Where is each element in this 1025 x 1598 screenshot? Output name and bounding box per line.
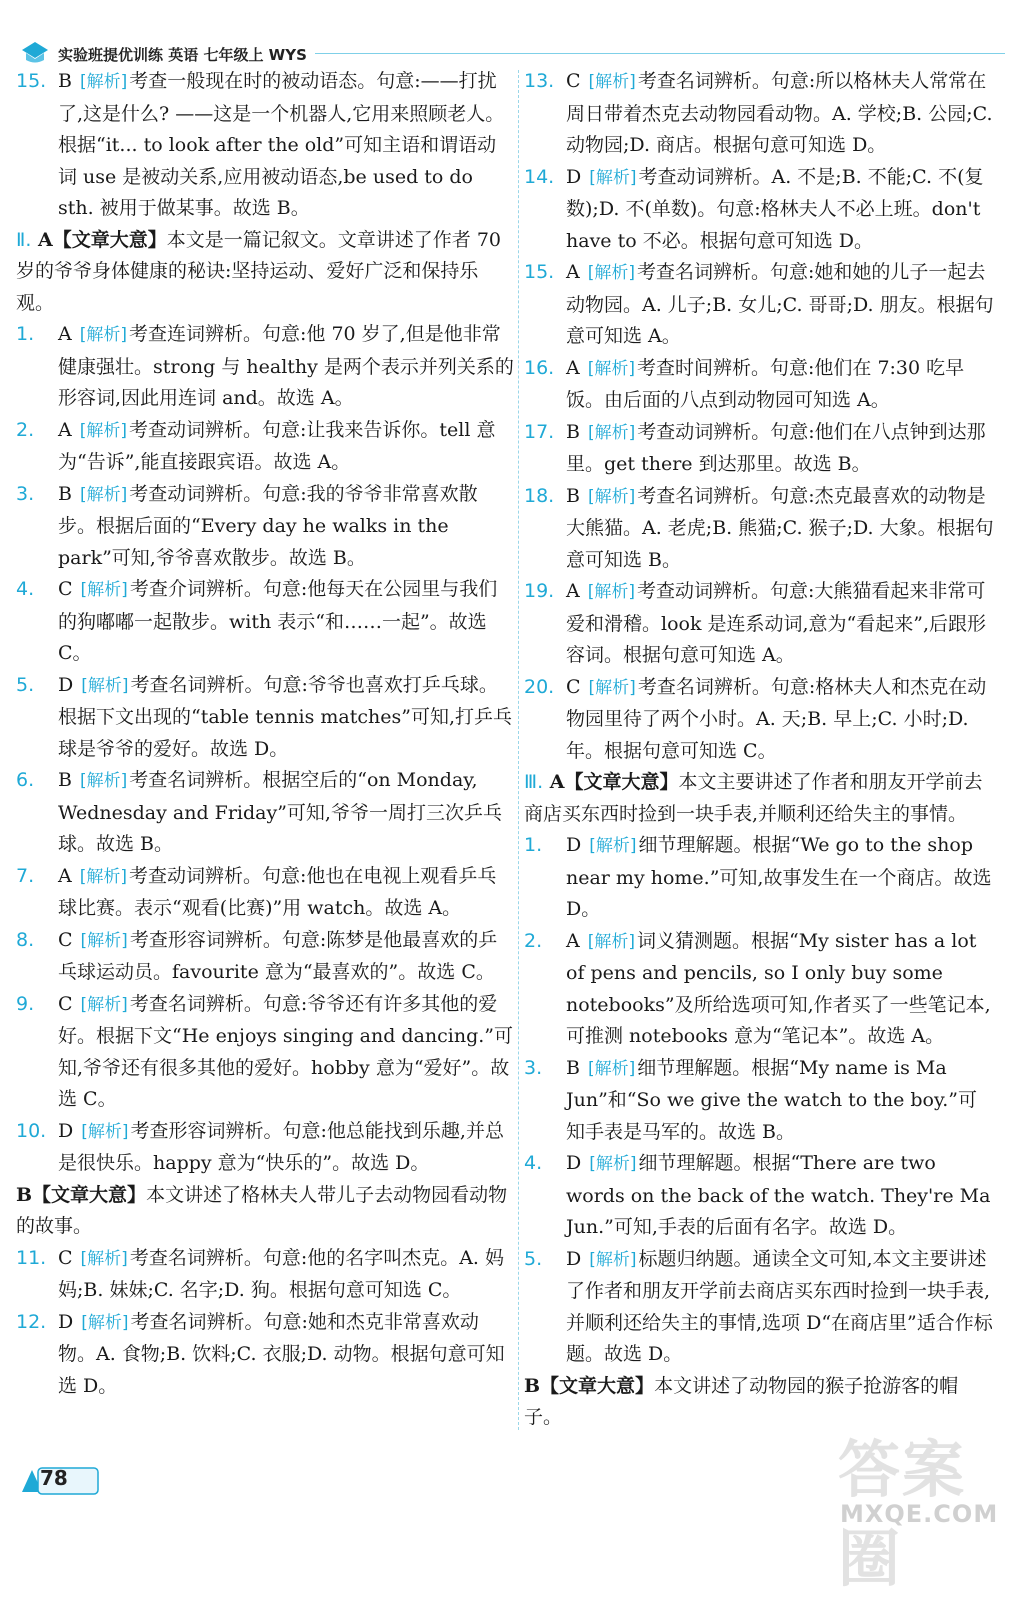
question-number: 10. (16, 1119, 47, 1142)
answer-item (16, 574, 514, 670)
explanation-text: 细节理解题。根据“We go to the shop near my home.”可知,故事发生在一个商店。故选 D。 (566, 834, 992, 920)
explanation-text: 考查名词辨析。句意:爷爷还有许多其他的爱好。根据下文“He enjoys singing and dancing.”可知,爷爷还有很多其他的爱好。hobby 意为“爱好”。故选 C。 (58, 992, 514, 1110)
question-number: 9. (16, 992, 35, 1015)
answer-letter: A (566, 261, 580, 283)
book-logo-icon (20, 38, 50, 64)
answer-letter: B (566, 1056, 580, 1079)
section-label: B【文章大意】 (16, 1183, 147, 1206)
answer-letter: A (58, 323, 72, 345)
answer-item (16, 861, 514, 925)
answer-item (524, 353, 994, 417)
analysis-tag: [解析] (80, 994, 128, 1015)
explanation-text: 细节理解题。根据“My name is Ma Jun”和“So we give the watch to the boy.”可知手表是马军的。故选 B。 (566, 1056, 977, 1143)
answer-item (16, 1116, 514, 1180)
question-number: 14. (524, 165, 555, 188)
answer-letter: C (58, 928, 73, 951)
analysis-tag: [解析] (589, 167, 637, 188)
answer-item (524, 672, 994, 768)
analysis-tag: [解析] (80, 580, 128, 600)
analysis-tag: [解析] (588, 72, 636, 92)
explanation-text: 考查名词辨析。句意:她和杰克非常喜欢动物。A. 食物;B. 饮料;C. 衣服;D. 动物。根据句意可知选 D。 (58, 1310, 505, 1397)
analysis-tag: [解析] (587, 263, 635, 283)
question-number: 5. (524, 1247, 543, 1270)
explanation-text: 细节理解题。根据“There are two words on the back of the watch. They're Ma Jun.”可知,手表的后面有名字。故选 D。 (566, 1152, 991, 1238)
answer-item (16, 319, 514, 415)
answer-letter: D (58, 673, 74, 696)
section-summary (16, 225, 514, 320)
analysis-tag: [解析] (81, 1121, 129, 1142)
question-number: 3. (524, 1056, 543, 1079)
explanation-text: 考查连词辨析。句意:他 70 岁了,但是他非常健康强壮。strong 与 healthy 是两个表示并列关系的形容词,因此用连词 and。故选 A。 (58, 323, 514, 409)
analysis-tag: [解析] (589, 836, 637, 856)
answer-item (524, 1148, 994, 1244)
explanation-text: 考查一般现在时的被动语态。句意:——打扰了,这是什么? ——这是一个机器人,它用来照顾老人。根据“it... to look after the old”可知主语和谓语动词 use 是被动关系,应用被动语态,be used to do sth. 被用于做某事。故选 B。 (58, 70, 505, 219)
explanation-text: 考查介词辨析。句意:他每天在公园里与我们的狗嘟嘟一起散步。with 表示“和……一起”。故选 C。 (58, 578, 498, 664)
explanation-text: 考查名词辨析。句意:他的名字叫杰克。A. 妈妈;B. 妹妹;C. 名字;D. 狗。根据句意可知选 C。 (58, 1246, 505, 1301)
question-number: 4. (16, 578, 35, 600)
analysis-tag: [解析] (81, 675, 129, 696)
analysis-tag: [解析] (589, 1249, 637, 1270)
explanation-text: 考查名词辨析。句意:爷爷也喜欢打乒乓球。根据下文出现的“table tennis matches”可知,打乒乓球是爷爷的爱好。故选 D。 (58, 673, 513, 760)
answer-letter: D (566, 165, 582, 188)
section-label: B【文章大意】 (524, 1374, 655, 1397)
explanation-text: 考查名词辨析。根据空后的“on Monday, Wednesday and Friday”可知,爷爷一周打三次乒乓球。故选 B。 (58, 769, 502, 855)
answer-letter: B (58, 769, 72, 791)
answer-item (524, 66, 994, 162)
answer-item (524, 1244, 994, 1371)
section-label: A【文章大意】 (38, 228, 167, 251)
question-number: 2. (524, 929, 543, 952)
answer-item (524, 830, 994, 926)
answer-letter: A (566, 929, 580, 952)
answer-letter: D (566, 1152, 582, 1174)
answer-letter: B (566, 484, 580, 507)
analysis-tag: [解析] (587, 1058, 636, 1079)
explanation-text: 考查动词辨析。句意:他也在电视上观看乒乓球比赛。表示“观看(比赛)”用 watch。故选 A。 (58, 864, 497, 919)
right-column (524, 66, 994, 1434)
explanation-text: 标题归纳题。通读全文可知,本文主要讲述了作者和朋友开学前去商店买东西时捡到一块手表,并顺利还给失主的事情,选项 D“在商店里”适合作标题。故选 D。 (566, 1247, 993, 1365)
answer-item (16, 670, 514, 766)
explanation-text: 考查动词辨析。A. 不是;B. 不能;C. 不(复数);D. 不(单数)。句意:格林夫人不必上班。don't have to 不必。根据句意可知选 D。 (566, 165, 984, 252)
answer-letter: C (58, 992, 73, 1015)
answer-item (16, 479, 514, 575)
answer-item (524, 1053, 994, 1149)
analysis-tag: [解析] (79, 484, 128, 505)
section-number: Ⅱ. (16, 228, 32, 251)
question-number: 4. (524, 1152, 543, 1174)
answer-item (524, 162, 994, 258)
analysis-tag: [解析] (587, 486, 636, 507)
question-number: 19. (524, 580, 555, 602)
answer-item (524, 926, 994, 1053)
column-divider (518, 70, 519, 1430)
analysis-tag: [解析] (588, 677, 636, 698)
answer-letter: C (58, 1246, 73, 1269)
answer-letter: B (58, 70, 72, 92)
analysis-tag: [解析] (80, 930, 128, 951)
answer-letter: C (566, 70, 581, 92)
page-header (0, 0, 1025, 66)
answer-letter: C (566, 675, 581, 698)
answer-letter: A (58, 418, 72, 441)
question-number: 2. (16, 418, 35, 441)
watermark-text: MXQE.COM (840, 1500, 999, 1528)
answer-item (16, 765, 514, 861)
question-number: 17. (524, 420, 555, 443)
watermark-logo: 答案圈 (838, 1433, 967, 1595)
answer-item (16, 925, 514, 989)
left-column (16, 66, 514, 1402)
analysis-tag: [解析] (80, 1248, 128, 1269)
analysis-tag: [解析] (589, 1154, 637, 1174)
explanation-text: 本文主要讲述了作者和朋友开学前去商店买东西时捡到一块手表,并顺利还给失主的事情。 (524, 771, 983, 825)
question-number: 5. (16, 673, 35, 696)
answer-letter: D (58, 1119, 74, 1142)
explanation-text: 考查动词辨析。句意:大熊猫看起来非常可爱和滑稽。look 是连系动词,意为“看起来”,后跟形容词。根据句意可知选 A。 (566, 580, 987, 666)
header-title: 实验班提优训练 英语 七年级上 WYS (58, 46, 307, 64)
explanation-text: 本文讲述了格林夫人带儿子去动物园看动物的故事。 (16, 1183, 508, 1237)
section-summary (16, 1180, 514, 1243)
explanation-text: 考查时间辨析。句意:他们在 7:30 吃早饭。由后面的八点到动物园可知选 A。 (566, 356, 965, 411)
answer-letter: A (566, 356, 580, 379)
answer-item (524, 576, 994, 672)
analysis-tag: [解析] (81, 1312, 129, 1333)
answer-item (16, 1307, 514, 1403)
question-number: 15. (524, 261, 555, 283)
explanation-text: 考查动词辨析。句意:他们在八点钟到达那里。get there 到达那里。故选 B。 (566, 420, 986, 475)
analysis-tag: [解析] (79, 420, 127, 441)
question-number: 13. (524, 70, 555, 92)
answer-letter: B (566, 420, 580, 443)
question-number: 20. (524, 675, 555, 698)
analysis-tag: [解析] (587, 422, 636, 443)
explanation-text: 考查形容词辨析。句意:他总能找到乐趣,并总是很快乐。happy 意为“快乐的”。故选 D。 (58, 1119, 504, 1174)
section-summary (524, 767, 994, 830)
answer-item (524, 257, 994, 353)
answer-item (16, 989, 514, 1116)
explanation-text: 考查动词辨析。句意:我的爷爷非常喜欢散步。根据后面的“Every day he walks in the park”可知,爷爷喜欢散步。故选 B。 (58, 482, 478, 569)
answer-letter: A (58, 864, 72, 887)
explanation-text: 考查动词辨析。句意:让我来告诉你。tell 意为“告诉”,能直接跟宾语。故选 A。 (58, 418, 496, 473)
question-number: 12. (16, 1310, 47, 1333)
answer-item (524, 481, 994, 577)
section-label: A【文章大意】 (549, 771, 679, 793)
explanation-text: 考查名词辨析。句意:她和她的儿子一起去动物园。A. 儿子;B. 女儿;C. 哥哥;D. 朋友。根据句意可知选 A。 (566, 261, 994, 347)
question-number: 1. (16, 323, 35, 345)
answer-letter: B (58, 482, 72, 505)
analysis-tag: [解析] (587, 358, 635, 379)
explanation-text: 本文讲述了动物园的猴子抢游客的帽子。 (524, 1374, 959, 1428)
question-number: 16. (524, 356, 555, 379)
page-number: 78 (40, 1466, 68, 1490)
header-rule (315, 53, 1005, 54)
analysis-tag: [解析] (587, 582, 635, 602)
answer-letter: D (566, 834, 582, 856)
question-number: 7. (16, 864, 35, 887)
question-number: 11. (16, 1246, 47, 1269)
answer-item (16, 1243, 514, 1307)
answer-letter: A (566, 580, 580, 602)
explanation-text: 词义猜测题。根据“My sister has a lot of pens and pencils, so I only buy some notebooks”及所给选项可知,作者买了一些笔记本,可推测 notebooks 意为“笔记本”。故选 A。 (566, 929, 991, 1047)
explanation-text: 考查名词辨析。句意:所以格林夫人常常在周日带着杰克去动物园看动物。A. 学校;B. 公园;C. 动物园;D. 商店。根据句意可知选 D。 (566, 70, 993, 156)
explanation-text: 考查名词辨析。句意:杰克最喜欢的动物是大熊猫。A. 老虎;B. 熊猫;C. 猴子;D. 大象。根据句意可知选 B。 (566, 484, 994, 571)
analysis-tag: [解析] (79, 325, 127, 345)
question-number: 3. (16, 482, 35, 505)
analysis-tag: [解析] (587, 931, 635, 952)
answer-letter: D (58, 1310, 74, 1333)
analysis-tag: [解析] (79, 866, 127, 887)
answer-item (16, 415, 514, 479)
analysis-tag: [解析] (79, 72, 128, 92)
answer-item (16, 66, 514, 225)
answer-item (524, 417, 994, 481)
analysis-tag: [解析] (79, 771, 128, 791)
question-number: 18. (524, 484, 555, 507)
question-number: 15. (16, 70, 47, 92)
answer-letter: C (58, 578, 73, 600)
explanation-text: 考查名词辨析。句意:格林夫人和杰克在动物园里待了两个小时。A. 天;B. 早上;C. 小时;D. 年。根据句意可知选 C。 (566, 675, 987, 762)
explanation-text: 考查形容词辨析。句意:陈梦是他最喜欢的乒乓球运动员。favourite 意为“最喜欢的”。故选 C。 (58, 928, 498, 983)
question-number: 6. (16, 769, 35, 791)
question-number: 1. (524, 834, 543, 856)
section-number: Ⅲ. (524, 771, 544, 793)
explanation-text: 本文是一篇记叙文。文章讲述了作者 70 岁的爷爷身体健康的秘诀:坚持运动、爱好广泛和保持乐观。 (16, 228, 501, 314)
question-number: 8. (16, 928, 35, 951)
answer-letter: D (566, 1247, 582, 1270)
